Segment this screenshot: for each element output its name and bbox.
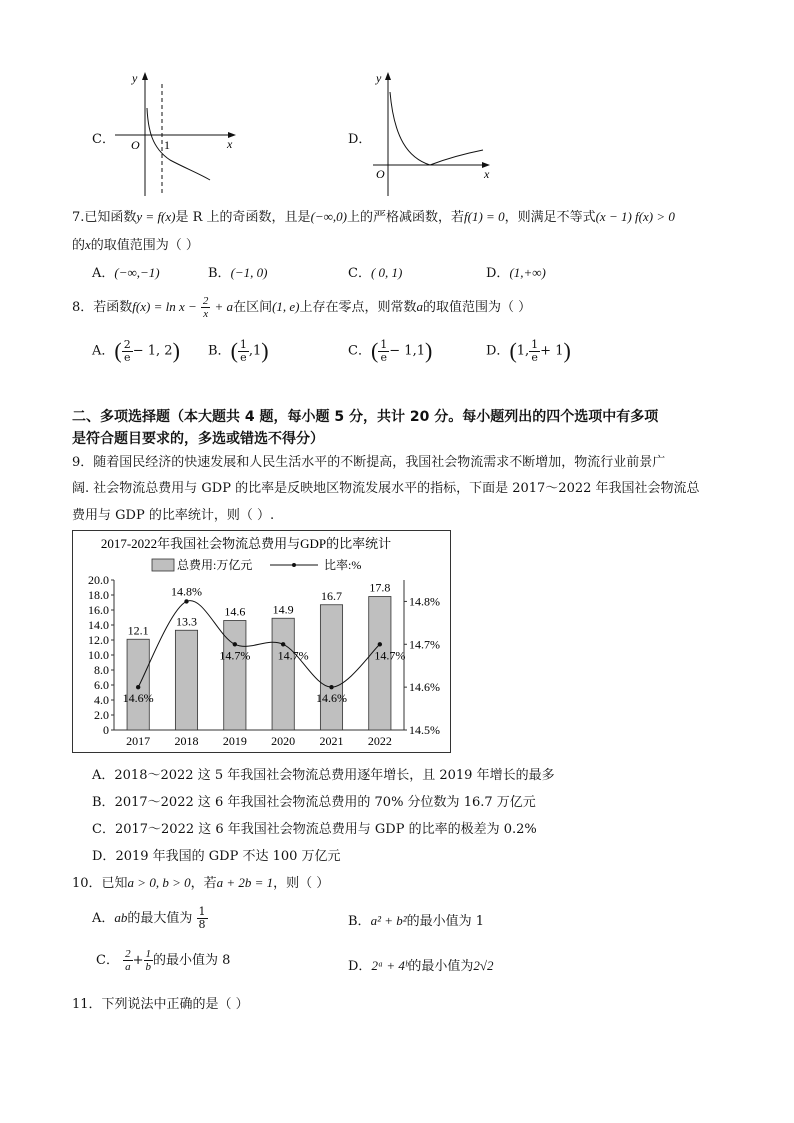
y-left-tick-label: 16.0 <box>88 603 109 617</box>
graph-c-tick-one: 1 <box>164 138 170 152</box>
bar-2022 <box>369 597 391 731</box>
y-left-tick-label: 12.0 <box>88 633 109 647</box>
q9-option-a[interactable]: A．2018～2022 这 5 年我国社会物流总费用逐年增长，且 2019 年增长的最多 <box>92 768 555 783</box>
q10-option-c[interactable]: C． $\frac{2}{a}$ + $\frac{1}{b}$ 的最小值为 8 <box>96 948 231 973</box>
ratio-label-2021: 14.6% <box>316 691 347 706</box>
graph-d-curve <box>390 92 483 165</box>
ratio-point-2017 <box>136 685 140 689</box>
y-left-tick-label: 18.0 <box>88 588 109 602</box>
legend-line-dot <box>292 563 296 567</box>
y-right-tick-label: 14.5% <box>409 723 440 737</box>
ratio-point-2021 <box>329 685 333 689</box>
bar-label-2022: 17.8 <box>369 580 391 595</box>
legend-bar-swatch <box>152 559 174 571</box>
q7-option-d[interactable]: D．(1,+∞) <box>486 265 546 281</box>
q7-line1: 7.已知函数y = f(x)是 R 上的奇函数，且是(−∞,0)上的严格减函数，若f(1) = 0，则满足不等式(x − 1) f(x) > 0 <box>72 209 675 225</box>
graph-d <box>368 68 498 198</box>
graph-c-y-arrow <box>142 72 148 80</box>
x-tick-label: 2017 <box>126 734 151 748</box>
y-left-tick-label: 10.0 <box>88 648 109 662</box>
q7-line2: 的x的取值范围为（ ） <box>72 237 199 253</box>
x-tick-label: 2019 <box>222 734 247 748</box>
graph-c-x-label: x <box>227 137 233 151</box>
chart-title: 2017-2022年我国社会物流总费用与GDP的比率统计 <box>100 536 392 551</box>
q9-option-b[interactable]: B．2017～2022 这 6 年我国社会物流总费用的 70% 分位数为 16.7 万亿元 <box>92 795 536 810</box>
q7-option-c[interactable]: C．( 0, 1) <box>348 265 403 281</box>
ratio-label-2020: 14.7% <box>277 648 309 663</box>
q9-line2: 阔. 社会物流总费用与 GDP 的比率是反映地区物流发展水平的指标，下面是 2017～2022 年我国社会物流总 <box>72 481 700 496</box>
bar-2021 <box>320 605 342 730</box>
section2-heading-line2: 是符合题目要求的，多选或错选不得分） <box>72 431 324 447</box>
bar-2019 <box>224 621 246 731</box>
y-left-tick-label: 8.0 <box>94 663 109 677</box>
y-left-tick-label: 4.0 <box>94 693 109 707</box>
ratio-point-2022 <box>378 642 382 646</box>
q9-option-c[interactable]: C．2017～2022 这 6 年我国社会物流总费用与 GDP 的比率的极差为 0.2% <box>92 822 537 837</box>
bar-2017 <box>127 639 149 730</box>
ratio-label-2019: 14.7% <box>219 648 251 663</box>
x-tick-label: 2021 <box>319 734 344 748</box>
ratio-label-2022: 14.7% <box>374 648 406 663</box>
graph-c-origin: O <box>131 138 140 152</box>
option-d-label: D． <box>348 132 372 147</box>
bar-label-2018: 13.3 <box>176 614 197 629</box>
q9-option-d[interactable]: D．2019 年我国的 GDP 不达 100 万亿元 <box>92 849 341 864</box>
graph-d-x-label: x <box>484 167 490 181</box>
ratio-label-2017: 14.6% <box>122 691 154 706</box>
q10-option-b[interactable]: B．a² + b²的最小值为 1 <box>348 913 485 929</box>
bar-label-2017: 12.1 <box>127 623 149 638</box>
ratio-label-2018: 14.8% <box>171 584 202 599</box>
option-c-label: C． <box>92 132 115 147</box>
y-left-tick-label: 6.0 <box>94 678 109 692</box>
q8-option-c[interactable]: C．( $\frac{1}{e}$ − 1,1) <box>348 337 433 364</box>
graph-c-y-label: y <box>132 71 138 85</box>
q10-option-a[interactable]: A．ab的最大值为 $\frac{1}{8}$ <box>92 905 206 931</box>
legend-line-label: 比率:% <box>324 558 362 572</box>
y-left-tick-label: 14.0 <box>88 618 109 632</box>
x-tick-label: 2022 <box>367 734 392 748</box>
q10-stem: 10．已知a > 0, b > 0，若a + 2b = 1，则（ ） <box>72 875 330 891</box>
q8-option-d[interactable]: D．(1, $\frac{1}{e}$ + 1) <box>486 337 571 364</box>
q7-option-a[interactable]: A．(−∞,−1) <box>92 265 160 281</box>
q7-option-b[interactable]: B．(−1, 0) <box>208 265 268 281</box>
y-left-tick-label: 0 <box>103 723 109 737</box>
graph-d-y-label: y <box>376 71 382 85</box>
x-tick-label: 2018 <box>174 734 199 748</box>
graph-c <box>110 68 240 198</box>
q10-option-d[interactable]: D．2ᵃ + 4ᵇ的最小值为2√2 <box>348 958 494 974</box>
q9-line1: 9．随着国民经济的快速发展和人民生活水平的不断提高，我国社会物流需求不断增加，物流行业前景广 <box>72 455 666 470</box>
bar-label-2021: 16.7 <box>321 588 342 603</box>
legend-bar-label: 总费用:万亿元 <box>177 558 253 572</box>
ratio-point-2020 <box>281 642 285 646</box>
y-left-tick-label: 20.0 <box>88 573 109 587</box>
graph-c-curve <box>147 108 210 180</box>
y-left-tick-label: 2.0 <box>94 708 109 722</box>
graph-d-origin: O <box>376 167 385 181</box>
q11-stem: 11．下列说法中正确的是（ ） <box>72 997 249 1012</box>
y-right-tick-label: 14.7% <box>409 637 440 652</box>
x-tick-label: 2020 <box>271 734 296 748</box>
q9-line3: 费用与 GDP 的比率统计，则（ ）. <box>72 508 275 523</box>
q8-option-a[interactable]: A．( $\frac{2}{e}$ − 1, 2) <box>92 337 180 364</box>
ratio-point-2019 <box>233 642 237 646</box>
section2-heading-line1: 二、多项选择题（本大题共 4 题，每小题 5 分，共计 20 分。每小题列出的四个选项中有多项 <box>72 409 659 425</box>
bar-label-2020: 14.9 <box>272 602 294 617</box>
q8-option-b[interactable]: B．( $\frac{1}{e}$ ,1) <box>208 337 269 364</box>
bar-2018 <box>175 630 197 730</box>
graph-d-y-arrow <box>385 72 391 80</box>
bar-label-2019: 14.6 <box>224 604 246 619</box>
y-right-tick-label: 14.6% <box>409 680 440 695</box>
logistics-chart <box>72 530 452 754</box>
bar-2020 <box>272 618 294 730</box>
y-right-tick-label: 14.8% <box>409 594 440 609</box>
q8-stem: 8．若函数f(x) = ln x − $\frac{2}{x}$ + a在区间(1, e)上存在零点，则常数a的取值范围为（ ） <box>72 295 532 320</box>
ratio-point-2018 <box>184 599 188 603</box>
